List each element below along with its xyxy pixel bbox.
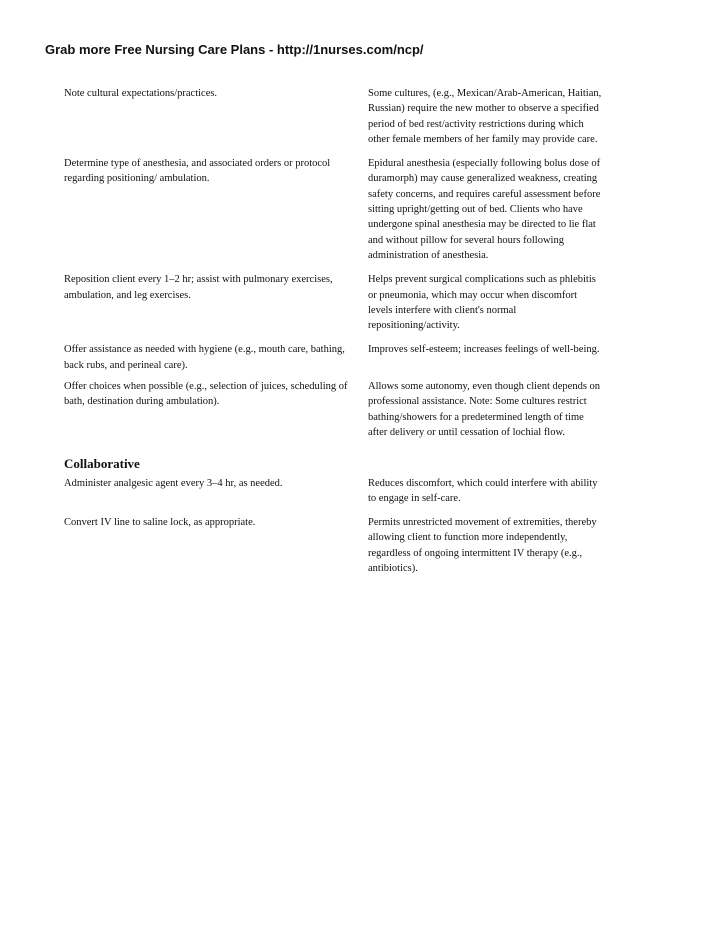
rationale: Some cultures, (e.g., Mexican/Arab-American, Haitian, Russian) require the new mother to observe a specified period of bed rest/activity restrictions during which other female members of her family may provide care. bbox=[368, 88, 602, 145]
nursing-action: Note cultural expectations/practices. bbox=[64, 88, 218, 99]
page-header-link[interactable]: Grab more Free Nursing Care Plans - http://1nurses.com/ncp/ bbox=[45, 42, 424, 57]
nursing-action: Convert IV line to saline lock, as appropriate. bbox=[64, 517, 256, 529]
nursing-action: Offer choices when possible (e.g., selection of juices, scheduling of bath, destination during ambulation). bbox=[64, 381, 348, 408]
rationale: Helps prevent surgical complications such as phlebitis or pneumonia, which may occur when discomfort levels interfere with client's normal repositioning/activity. bbox=[368, 274, 596, 332]
rationale: Epidural anesthesia (especially following bolus dose of duramorph) may cause generalized weakness, creating safety concerns, and requires careful assessment before sitting upright/getting out of bed. Clients who have undergone spinal anesthesia may be directed to lie flat and without pillow for several hours following administration of anesthesia. bbox=[368, 158, 601, 261]
section-heading-collaborative: Collaborative bbox=[64, 456, 140, 472]
rationale: Permits unrestricted movement of extremities, thereby allowing client to function more independently, regardless of ongoing intermittent IV therapy (e.g., antibiotics). bbox=[368, 517, 597, 575]
table-row bbox=[64, 272, 604, 333]
table-row bbox=[64, 342, 604, 373]
nursing-action: Administer analgesic agent every 3–4 hr, as needed. bbox=[64, 477, 283, 489]
table-row bbox=[64, 156, 604, 263]
table-row bbox=[64, 379, 604, 440]
rationale: Improves self-esteem; increases feelings of well-being. bbox=[368, 344, 600, 356]
care-plan-table bbox=[64, 86, 604, 585]
table-row bbox=[64, 476, 604, 507]
nursing-action: Offer assistance as needed with hygiene (e.g., mouth care, bathing, back rubs, and perineal care). bbox=[64, 344, 345, 371]
rationale: Allows some autonomy, even though client depends on professional assistance. Note: Some cultures restrict bathing/showers for a predetermined length of time after delivery or until cessation of lochial flow. bbox=[368, 381, 601, 438]
table-row bbox=[64, 515, 604, 576]
nursing-action: Reposition client every 1–2 hr; assist with pulmonary exercises, ambulation, and leg exercises. bbox=[64, 274, 333, 301]
rationale: Reduces discomfort, which could interfere with ability to engage in self-care. bbox=[368, 477, 598, 504]
nursing-action: Determine type of anesthesia, and associated orders or protocol regarding positioning/ ambulation. bbox=[64, 158, 331, 185]
table-row bbox=[64, 86, 604, 147]
